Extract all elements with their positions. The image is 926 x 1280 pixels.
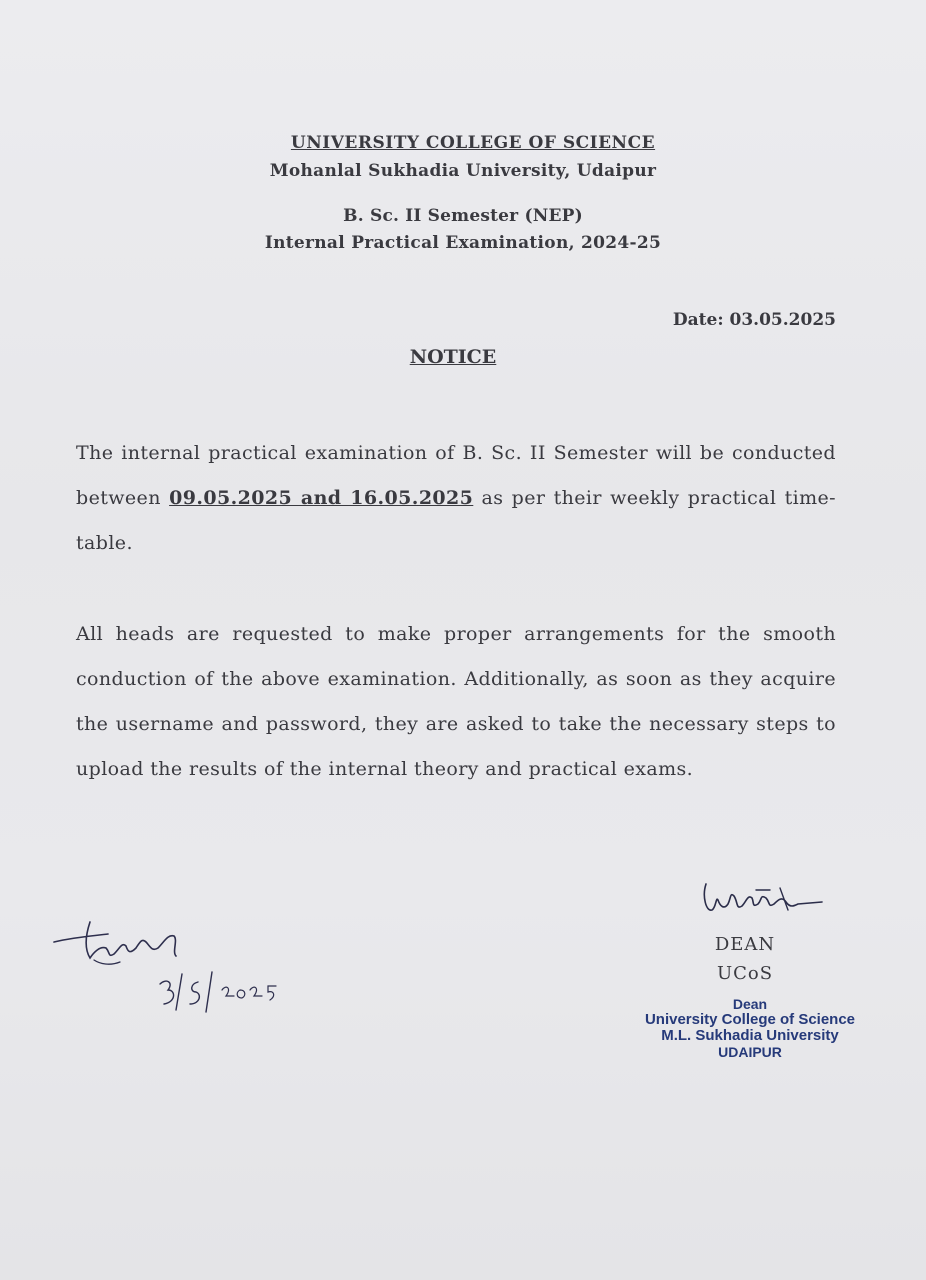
dean-signature (698, 866, 828, 926)
exam-name: Internal Practical Examination, 2024-25 (264, 233, 662, 253)
paragraph-text-before: The internal practical examination of B. Sc. II Semester will be conducted between (76, 442, 836, 509)
stamp-line-2: University College of Science (644, 1011, 856, 1028)
left-signature-with-date (50, 912, 290, 1022)
notice-date: Date: 03.05.2025 (672, 310, 836, 330)
dean-stamp (640, 996, 860, 1060)
signatory-title: DEAN (714, 934, 776, 955)
exam-dates: 09.05.2025 and 16.05.2025 (169, 487, 474, 509)
signatory-org: UCoS (716, 963, 774, 984)
course-name: B. Sc. II Semester (NEP) (343, 206, 583, 226)
university-name: Mohanlal Sukhadia University, Udaipur (269, 161, 657, 181)
college-name: UNIVERSITY COLLEGE OF SCIENCE (290, 133, 656, 153)
stamp-line-4: UDAIPUR (718, 1044, 782, 1060)
stamp-line-1: Dean (732, 996, 768, 1012)
paragraph-instructions: All heads are requested to make proper arrangements for the smooth conduction of the above examination. Additionally, as soon as they acquire the username and password, they are asked to take the necessary steps to upload the results of the internal theory and practical exams. (76, 623, 836, 780)
paragraph-text-after: as per their weekly practical time-table. (76, 487, 836, 554)
stamp-line-3: M.L. Sukhadia University (661, 1027, 839, 1044)
paragraph-exam-schedule (76, 431, 836, 566)
notice-title: NOTICE (409, 346, 497, 368)
